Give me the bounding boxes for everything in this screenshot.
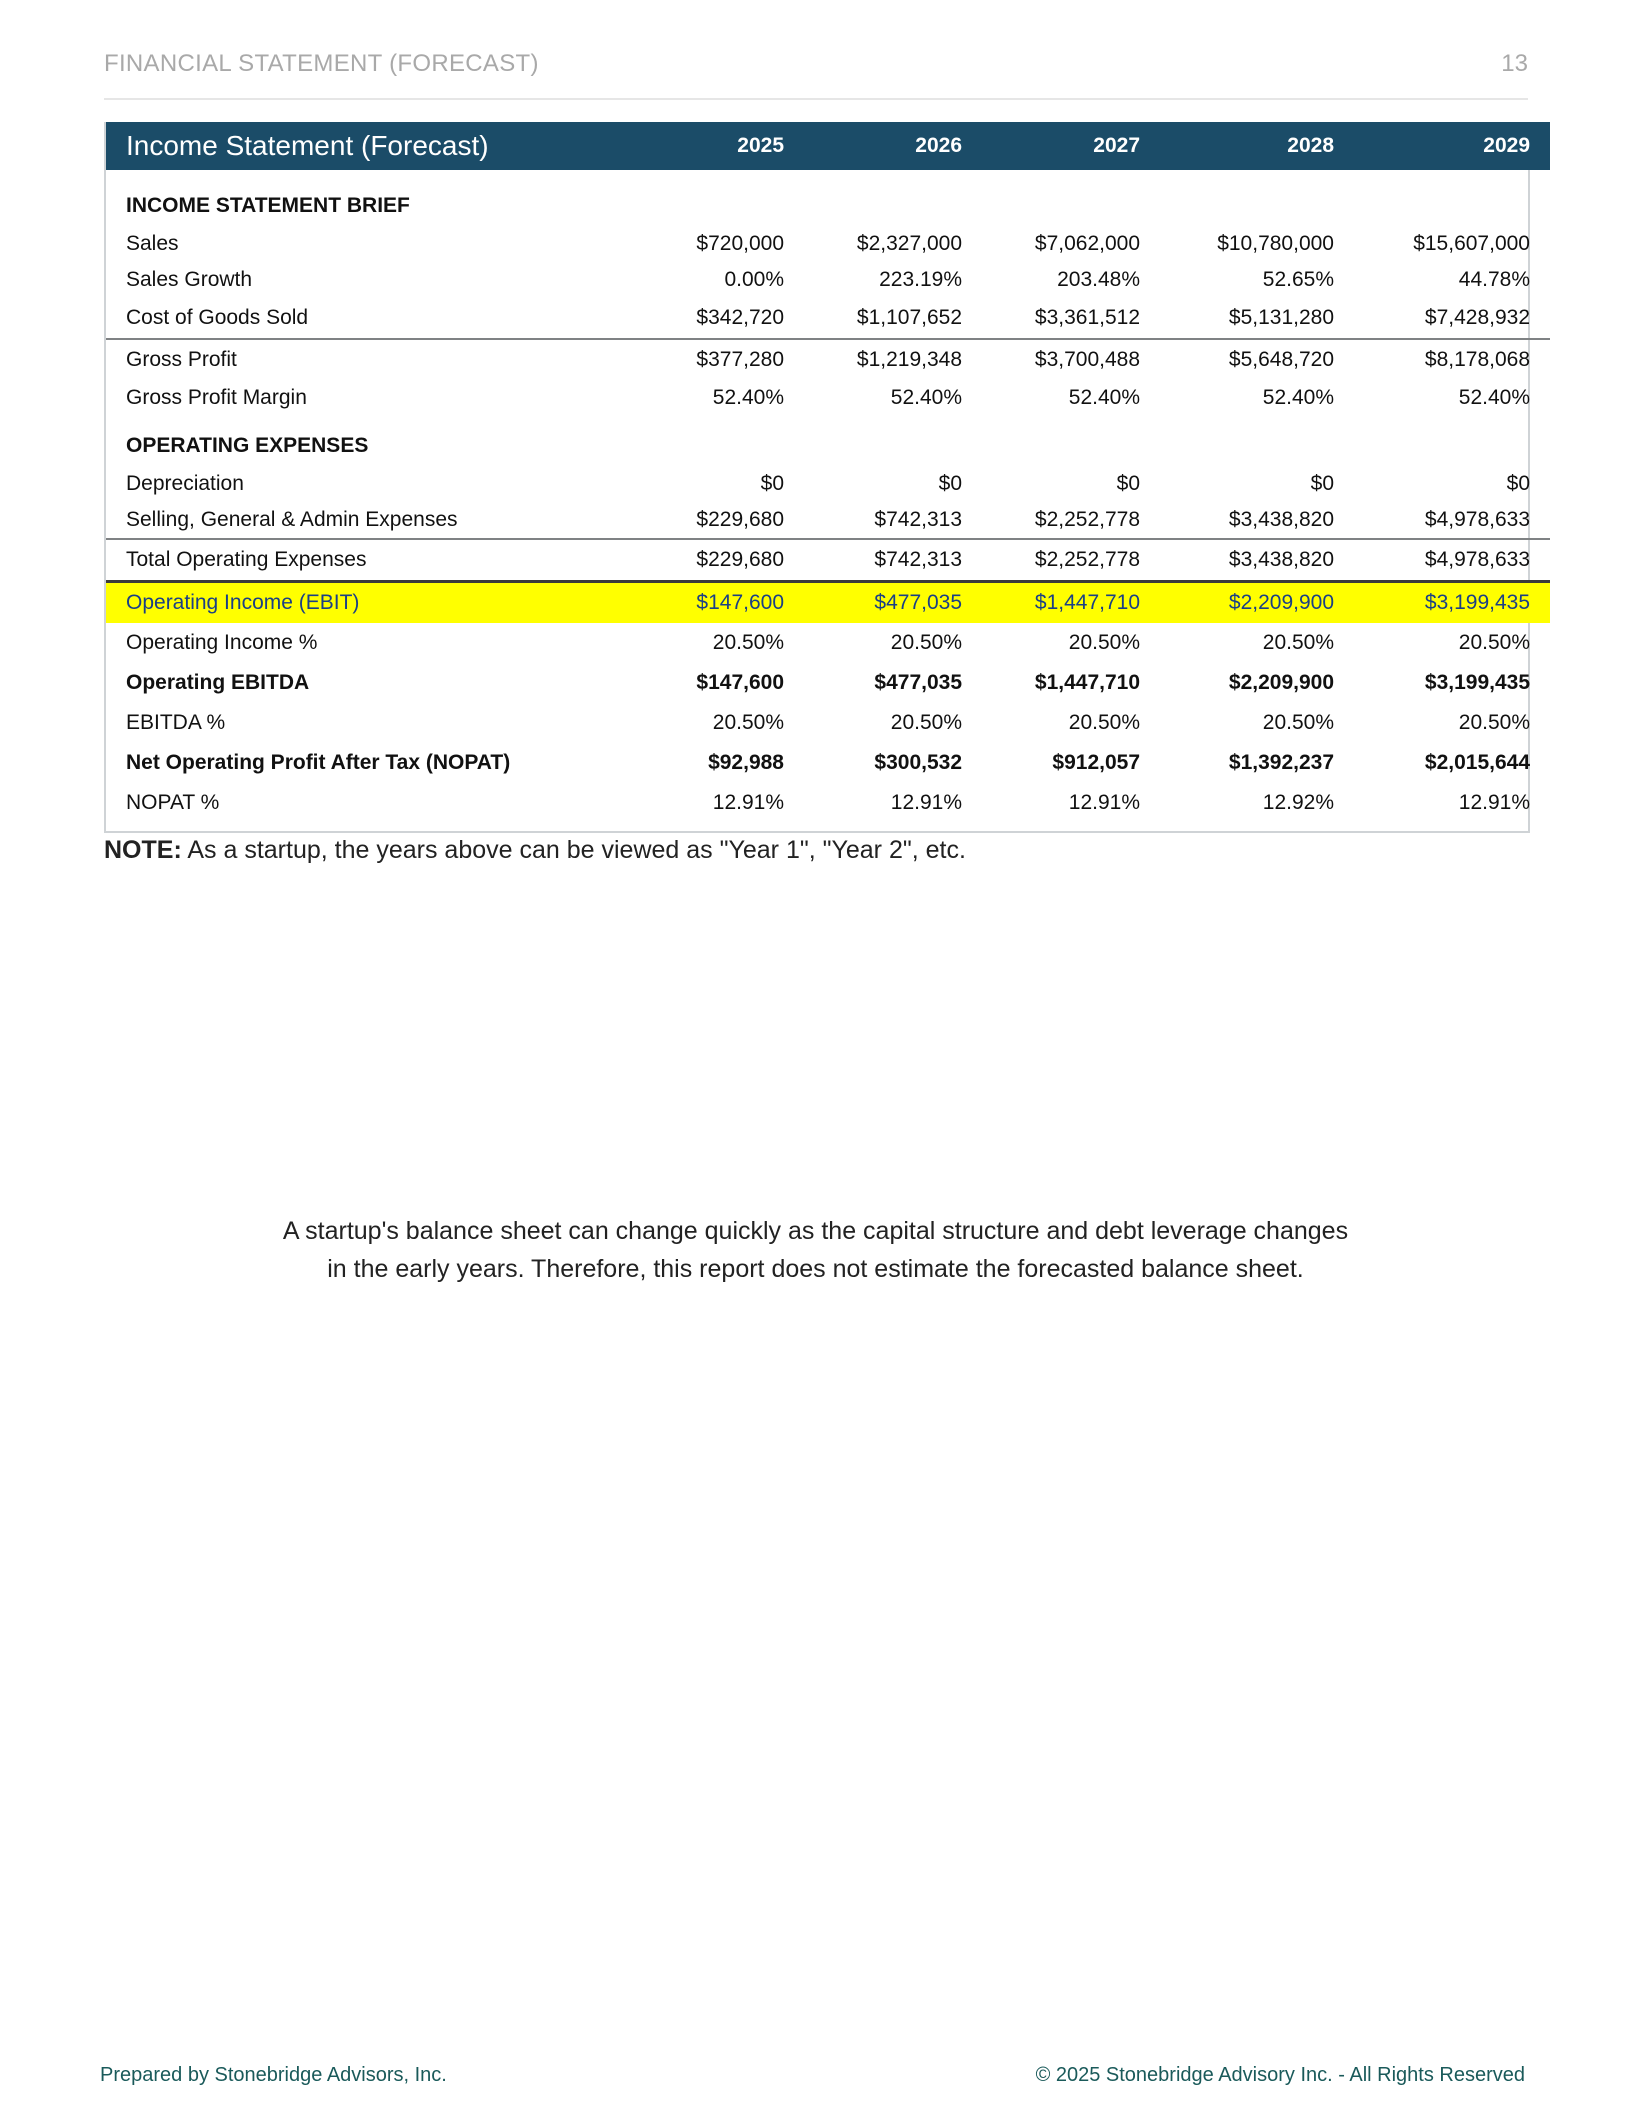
income-statement-table [104,122,1530,833]
cell-value: $912,057 [1052,751,1140,774]
cell-value: $2,252,778 [982,502,1160,539]
cell-value: $477,035 [804,582,982,624]
cell-value: $742,313 [804,502,982,539]
table-row [106,663,1550,703]
cell-value: $10,780,000 [1217,232,1334,255]
row-label: NOPAT % [126,791,220,814]
cell-value: $1,219,348 [856,348,962,371]
page-header [104,46,1528,100]
row-label: Cost of Goods Sold [106,298,626,339]
cell-value: $2,015,644 [1424,751,1530,774]
balance-sheet-note-line: A startup's balance sheet can change quickly as the capital structure and debt leverage changes [282,1217,1349,1245]
cell-value: 20.50% [712,711,784,734]
cell-value: $3,700,488 [1034,348,1140,371]
row-label: Gross Profit Margin [126,386,307,409]
row-label: Depreciation [126,472,244,495]
cell-value: 20.50% [1458,631,1530,654]
cell-value: 12.91% [712,791,784,814]
row-label: Gross Profit [126,348,237,371]
year-header: 2027 [982,122,1160,170]
note-prefix: NOTE: [104,836,182,864]
section-heading-brief [106,170,1550,226]
cell-value: $2,327,000 [856,232,962,255]
cell-value: $229,680 [626,539,804,582]
row-label: Sales [126,232,179,255]
row-label: Operating Income (EBIT) [106,582,626,624]
cell-value: $342,720 [626,298,804,339]
cell-value: $1,447,710 [1034,671,1140,694]
cell-value: 52.65% [1262,268,1334,291]
cell-value: $7,062,000 [1034,232,1140,255]
cell-value: 20.50% [1262,711,1334,734]
year-header: 2028 [1160,122,1354,170]
cell-value: $2,252,778 [982,539,1160,582]
cell-value: $92,988 [708,751,784,774]
cell-value: $477,035 [874,671,962,694]
table-row [106,466,1550,502]
section-label: INCOME STATEMENT BRIEF [126,194,410,217]
year-header: 2026 [804,122,982,170]
table-row [106,262,1550,298]
cell-value: 20.50% [1068,631,1140,654]
cell-value: 20.50% [1068,711,1140,734]
cell-value: 52.40% [890,386,962,409]
section-heading-opex [106,416,1550,466]
cell-value: 20.50% [1262,631,1334,654]
cell-value: 20.50% [1458,711,1530,734]
cell-value: $8,178,068 [1424,348,1530,371]
cell-value: $4,978,633 [1354,539,1550,582]
cell-value: 20.50% [890,711,962,734]
table-header-row [106,122,1550,170]
note-text: As a startup, the years above can be viewed as "Year 1", "Year 2", etc. [187,836,966,864]
row-label: Operating Income % [126,631,318,654]
cell-value: $147,600 [626,582,804,624]
cell-value: 223.19% [879,268,962,291]
cell-value: $0 [938,472,962,495]
table-row [106,783,1550,831]
cell-value: $1,447,710 [982,582,1160,624]
table-row [106,339,1550,380]
table-row [106,380,1550,416]
cell-value: $3,199,435 [1424,671,1530,694]
table-row [106,502,1550,539]
cell-value: $3,361,512 [982,298,1160,339]
row-label: Operating EBITDA [126,671,310,694]
cell-value: $1,392,237 [1228,751,1334,774]
cell-value: $0 [1506,472,1530,495]
row-label: Sales Growth [126,268,253,291]
page-number: 13 [1501,50,1528,77]
cell-value: $3,438,820 [1160,539,1354,582]
year-header: 2029 [1354,122,1550,170]
row-label: EBITDA % [126,711,226,734]
cell-value: 20.50% [712,631,784,654]
cell-value: $15,607,000 [1413,232,1530,255]
cell-value: $0 [1116,472,1140,495]
cell-value: 12.91% [1458,791,1530,814]
cell-value: 12.92% [1262,791,1334,814]
cell-value: 203.48% [1057,268,1140,291]
table-row [106,623,1550,663]
cell-value: $0 [760,472,784,495]
cell-value: 44.78% [1458,268,1530,291]
balance-sheet-note-line: in the early years. Therefore, this report does not estimate the forecasted balance sheet. [327,1255,1304,1283]
cell-value: $4,978,633 [1354,502,1550,539]
cell-value: $147,600 [696,671,784,694]
cell-value: 52.40% [1262,386,1334,409]
table-title: Income Statement (Forecast) [106,122,626,170]
cell-value: $5,131,280 [1160,298,1354,339]
cell-value: 52.40% [1458,386,1530,409]
table-row [106,743,1550,783]
year-header: 2025 [626,122,804,170]
row-label: Selling, General & Admin Expenses [106,502,626,539]
cell-value: $5,648,720 [1228,348,1334,371]
cell-value: $2,209,900 [1160,582,1354,624]
cell-value: $377,280 [696,348,784,371]
cell-value: $7,428,932 [1354,298,1550,339]
cell-value: $742,313 [804,539,982,582]
cell-value: $0 [1310,472,1334,495]
cell-value: 12.91% [1068,791,1140,814]
cell-value: $229,680 [626,502,804,539]
cell-value: $1,107,652 [804,298,982,339]
table-row [106,226,1550,262]
footer-copyright: © 2025 Stonebridge Advisory Inc. - All Rights Reserved [1035,2064,1525,2086]
cell-value: $3,438,820 [1160,502,1354,539]
cell-value: $720,000 [696,232,784,255]
row-label: Total Operating Expenses [106,539,626,582]
cell-value: $3,199,435 [1354,582,1550,624]
cell-value: $300,532 [874,751,962,774]
cell-value: $2,209,900 [1228,671,1334,694]
cell-value: 12.91% [890,791,962,814]
table-row [106,703,1550,743]
cell-value: 20.50% [890,631,962,654]
cell-value: 0.00% [724,268,784,291]
table-row [106,539,1550,582]
cell-value: 52.40% [712,386,784,409]
highlighted-row-ebit [106,582,1550,624]
balance-sheet-note [200,1212,1431,1288]
row-label: Net Operating Profit After Tax (NOPAT) [126,751,511,774]
page-title: FINANCIAL STATEMENT (FORECAST) [104,50,539,77]
table-row [106,298,1550,339]
startup-years-note [104,836,966,865]
section-label: OPERATING EXPENSES [126,434,369,457]
cell-value: 52.40% [1068,386,1140,409]
footer-prepared-by: Prepared by Stonebridge Advisors, Inc. [100,2064,447,2086]
